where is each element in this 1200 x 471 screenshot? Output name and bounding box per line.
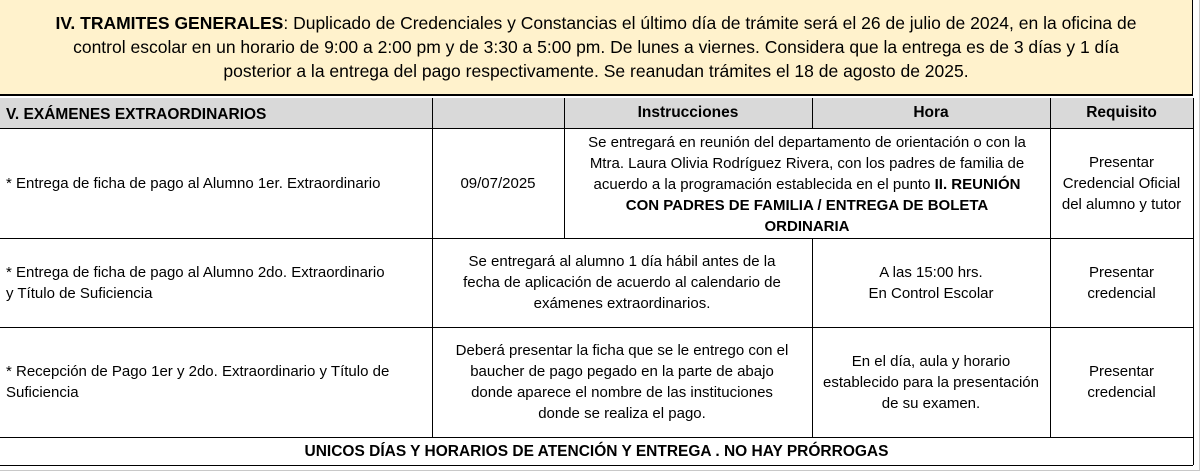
header-instrucciones [564,98,812,128]
row2-hora-line1: A las 15:00 hrs. [879,263,983,281]
header-fecha-cell [432,98,564,128]
row1-fecha-text: 09/07/2025 [460,174,536,192]
row2-req-line2: credencial [1087,284,1156,302]
grid-line [0,238,1193,239]
row3-concepto-line2: Suficiencia [6,384,79,401]
header-hora-text: Hora [913,104,949,121]
header-requisito [1050,98,1193,128]
tramites-line-1 [0,11,1192,35]
row2-req-line1: Presentar [1088,263,1155,281]
grid-line [0,128,1193,129]
grid-line [812,98,813,128]
row3-instr-line2: baucher de pago pegado en la parte de abajo [470,363,774,380]
grid-line [812,238,813,437]
tramites-text-2: control escolar en un horario de 9:00 a 2:00 pm y de 3:30 a 5:00 pm. De lunes a viernes. Considera que la entrega es de 3 días y 1 día [73,37,1119,57]
row2-requisito [1050,238,1193,327]
row1-req-line1: Presentar [1088,153,1155,171]
row3-concepto [0,327,432,437]
grid-line [432,98,433,238]
row1-requisito [1050,128,1193,238]
row3-concepto-line1: * Recepción de Pago 1er y 2do. Extraordinario y Título de [6,363,390,380]
grid-line [432,238,433,437]
grid-line [564,98,565,238]
row1-instr-bold1: II. REUNIÓN [934,175,1021,193]
row1-instr-line1: Se entregará en reunión del departamento de orientación o con la [588,133,1026,151]
row2-concepto-line2: y Título de Suficiencia [6,284,153,302]
row2-concepto-line1: * Entrega de ficha de pago al Alumno 2do. Extraordinario [6,263,385,281]
grid-line [0,465,1193,466]
footer-notice-text: UNICOS DÍAS Y HORARIOS DE ATENCIÓN Y ENTREGA . NO HAY PRÓRROGAS [304,442,889,460]
row3-requisito [1050,327,1193,437]
row1-concepto-text: * Entrega de ficha de pago al Alumno 1er. Extraordinario [6,174,381,192]
row2-instr-line2: fecha de aplicación de acuerdo al calendario de [463,274,781,291]
row1-instr-bold3: ORDINARIA [764,217,850,235]
row3-hora-line1: En el día, aula y horario [851,352,1011,370]
row3-instr-line1: Deberá presentar la ficha que se le entrego con el [455,342,789,359]
row3-hora [812,327,1050,437]
row1-instr-line2: Mtra. Laura Olivia Rodríguez Rivera, con los padres de familia de [589,154,1025,172]
row1-instrucciones [564,128,1050,238]
row1-instr-bold2: CON PADRES DE FAMILIA / ENTREGA DE BOLETA [625,196,989,214]
row2-hora-line2: En Control Escolar [868,284,994,302]
row3-hora-line2: establecido para la presentación [823,373,1039,391]
row3-instr-line4: donde se realiza el pago. [538,405,706,422]
row1-instr-line3 [594,174,1021,195]
row3-req-line2: credencial [1087,384,1156,401]
row2-instr-line3: exámenes extraordinarios. [533,295,711,312]
row3-instr-line3: donde aparece el nombre de las instituciones [471,384,773,401]
row1-req-line2: Credencial Oficial [1062,174,1181,192]
row1-instr-line3-text: acuerdo a la programación establecida en el punto [593,175,935,193]
row1-req-line3: del alumno y tutor [1061,195,1182,213]
tramites-title: IV. TRAMITES GENERALES [55,13,284,33]
row3-hora-line3: de su examen. [881,394,981,412]
row2-instrucciones [432,238,812,327]
row2-instr-line1: Se entregará al alumno 1 día hábil antes de la [468,253,776,270]
tramites-text-3: posterior a la entrega del pago respectivamente. Se reanudan trámites el 18 de agosto de 2025. [223,61,969,81]
row3-instrucciones [432,327,812,437]
grid-line [1193,98,1194,465]
row1-fecha [432,128,564,238]
grid-line [0,327,1193,328]
row3-req-line1: Presentar [1088,363,1155,380]
row2-concepto [0,238,432,327]
header-instrucciones-text: Instrucciones [637,104,739,121]
header-section-title [0,98,432,128]
header-hora [812,98,1050,128]
grid-line [1050,98,1051,437]
row2-hora [812,238,1050,327]
footer-notice [0,437,1193,465]
section-tramites-generales [0,0,1193,96]
header-title-text: V. EXÁMENES EXTRAORDINARIOS [6,106,267,123]
header-requisito-text: Requisito [1086,104,1157,121]
tramites-text-1: : Duplicado de Credenciales y Constancias el último día de trámite será el 26 de julio de 2024, en la oficina de [283,13,1137,33]
grid-line [0,437,1193,438]
row1-concepto [0,128,432,238]
